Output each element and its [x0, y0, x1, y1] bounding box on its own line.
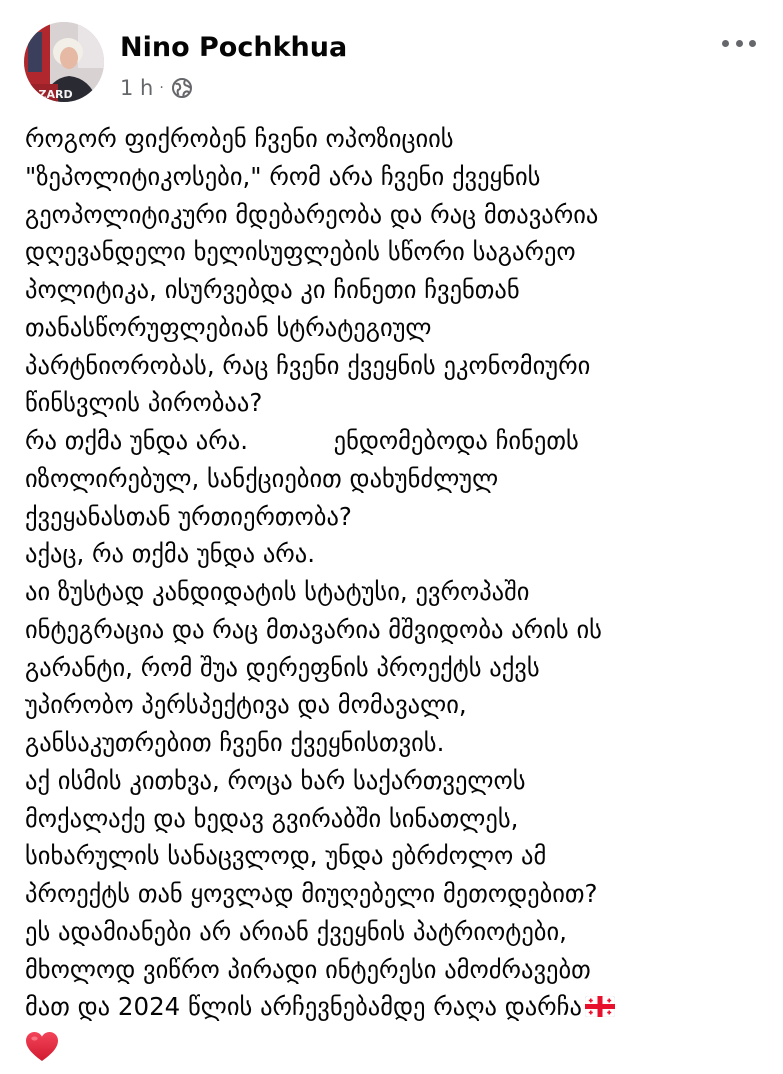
post-body — [25, 120, 773, 1063]
post-line: ეს ადამიანები არ არიან ქვეყნის პატრიოტები, — [25, 916, 567, 946]
post-line: თანასწორუფლებიან სტრატეგიულ — [25, 312, 432, 342]
post-timestamp[interactable]: 1 h — [120, 76, 154, 100]
post-line: პროექტს თან ყოვლად მიუღებელი მეთოდებით? — [25, 879, 598, 908]
post-line: აქაც, რა თქმა უნდა არა. — [25, 539, 315, 569]
red-heart-emoji — [25, 1031, 59, 1063]
post-line: აქ ისმის კითხვა, როცა ხარ საქართველოს — [25, 765, 526, 795]
globe-icon — [171, 77, 193, 99]
post-line: რა თქმა უნდა არა. ენდომებოდა ჩინეთს — [25, 426, 579, 455]
post-line: დღევანდელი ხელისუფლების სწორი საგარეო — [25, 237, 576, 267]
author-name[interactable]: Nino Pochkhua — [120, 32, 348, 63]
georgia-flag-emoji — [585, 996, 615, 1017]
post-line: მხოლოდ ვიწრო პირადი ინტერესი ამოძრავებთ — [25, 954, 591, 984]
more-options-icon[interactable] — [722, 36, 756, 50]
post-line: ინტეგრაცია და რაც მთავარია მშვიდობა არის ის — [25, 614, 602, 644]
post-line: გეოპოლიტიკური მდებარეობა და რაც მთავარია — [25, 199, 599, 229]
post-line-text: მათ და 2024 წლის არჩევნებამდე რაღა დარჩა — [25, 992, 582, 1022]
post-line: წინსვლის პირობაა? — [25, 388, 263, 418]
avatar-photo — [24, 22, 104, 102]
author-avatar[interactable] — [24, 22, 104, 102]
post-line: აი ზუსტად კანდიდატის სტატუსი, ევროპაში — [25, 577, 530, 606]
post-line: პოლიტიკა, ისურვებდა კი ჩინეთი ჩვენთან — [25, 275, 520, 304]
post-line: პარტნიორობას, რაც ჩვენი ქვეყნის ეკონომიური — [25, 350, 591, 380]
post-line: ქვეყანასთან ურთიერთობა? — [25, 501, 352, 531]
post-line-last — [25, 988, 773, 1026]
post-line: სიხარულის სანაცვლოდ, უნდა ებრძოლო ამ — [25, 841, 547, 871]
post-line: გარანტი, რომ შუა დერეფნის პროექტს აქვს — [25, 652, 540, 682]
post-line: განსაკუთრებით ჩვენი ქვეყნისთვის. — [25, 728, 445, 757]
post-line: როგორ ფიქრობენ ჩვენი ოპოზიციის — [25, 124, 454, 153]
post-line: "ზეპოლიტიკოსები," რომ არა ჩვენი ქვეყნის — [25, 161, 541, 191]
avatar-watermark: AZARD — [30, 88, 73, 101]
post-line: უპირობო პერსპექტივა და მომავალი, — [25, 690, 467, 720]
post-line: იზოლირებულ, სანქციებით დახუნძლულ — [25, 463, 499, 493]
meta-separator: · — [159, 80, 164, 96]
post-line: მოქალაქე და ხედავ გვირაბში სინათლეს, — [25, 803, 519, 833]
post-meta — [120, 73, 193, 103]
